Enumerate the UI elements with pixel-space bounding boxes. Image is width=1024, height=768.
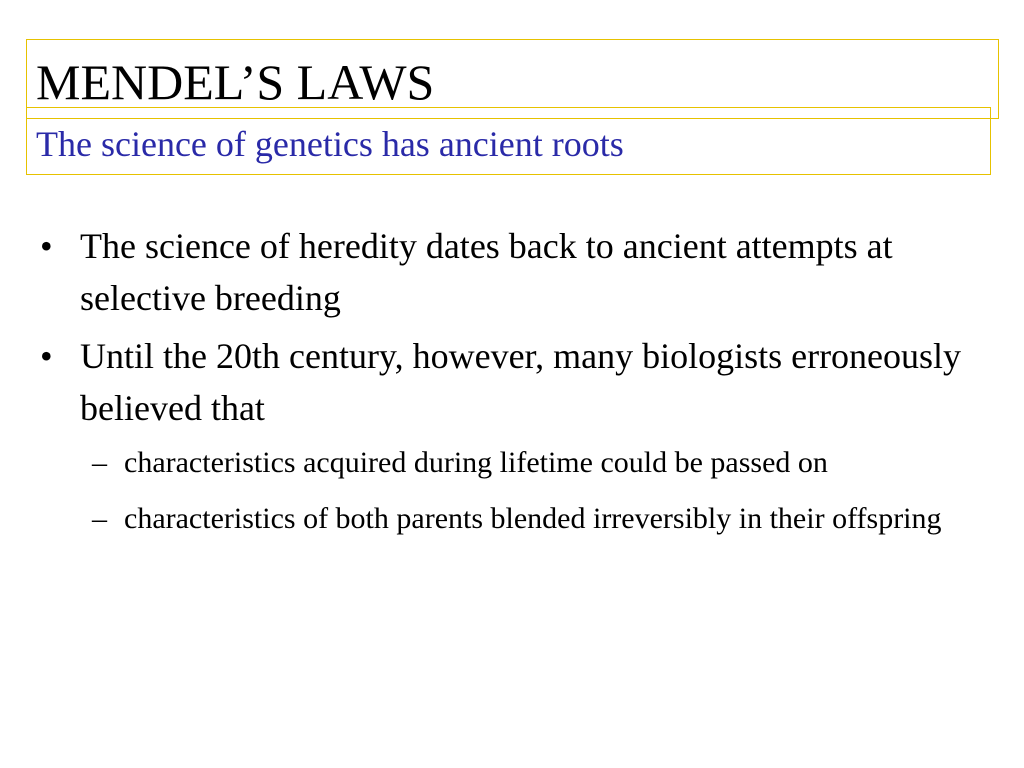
sub-bullet-item — [36, 496, 986, 542]
bullet-list — [36, 220, 986, 552]
bullet-item — [36, 220, 986, 324]
bullet-text: Until the 20th century, however, many biologists erroneously believed that — [80, 336, 962, 428]
slide-subtitle: The science of genetics has ancient roots — [36, 124, 624, 164]
bullet-text: The science of heredity dates back to ancient attempts at selective breeding — [80, 226, 893, 318]
sub-bullet-text: characteristics acquired during lifetime could be passed on — [124, 446, 828, 479]
slide-title: MENDEL’S LAWS — [36, 54, 435, 110]
sub-bullet-marker: – — [92, 446, 107, 479]
bullet-marker: • — [40, 336, 53, 376]
bullet-marker: • — [40, 226, 53, 266]
sub-bullet-list — [36, 440, 986, 542]
sub-bullet-text: characteristics of both parents blended irreversibly in their offspring — [124, 502, 942, 535]
sub-bullet-item — [36, 440, 986, 486]
sub-bullet-marker: – — [92, 502, 107, 535]
bullet-item — [36, 330, 986, 434]
